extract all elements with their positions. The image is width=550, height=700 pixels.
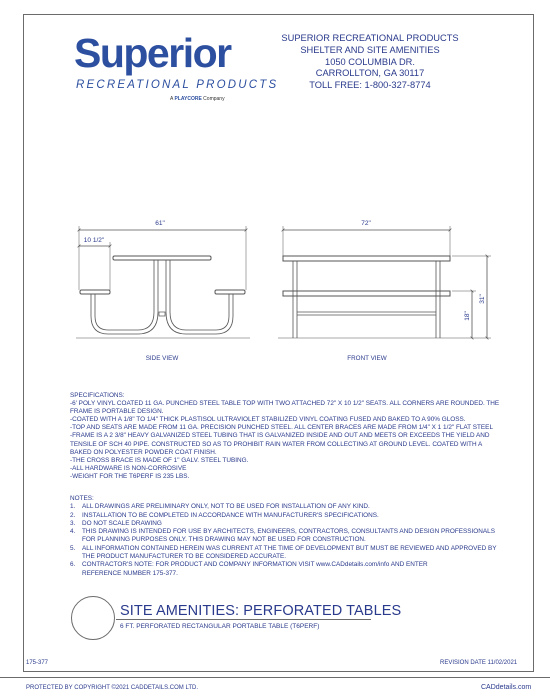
note-text: CONTRACTOR'S NOTE: FOR PRODUCT AND COMPANY INFORMATION VISIT www.CADdetails.com/info AND ENTER	[82, 561, 428, 569]
notes-block	[70, 495, 510, 578]
side-seat-dimension: 10 1/2"	[83, 237, 105, 244]
footer-divider	[0, 677, 550, 678]
note-item-continued	[70, 553, 510, 561]
note-number: 6.	[70, 561, 76, 569]
company-line: SHELTER AND SITE AMENITIES	[300, 44, 440, 55]
spec-line: -ALL HARDWARE IS NON-CORROSIVE	[70, 464, 187, 472]
sheet-title: SITE AMENITIES: PERFORATED TABLES	[120, 603, 402, 619]
side-left-leg	[91, 294, 158, 334]
note-text: ALL DRAWINGS ARE PRELIMINARY ONLY, NOT TO BE USED FOR INSTALLATION OF ANY KIND.	[82, 503, 370, 511]
note-text: REFERENCE NUMBER 175-377.	[82, 569, 178, 577]
note-number: 1.	[70, 503, 76, 511]
side-view-label: SIDE VIEW	[145, 355, 179, 362]
center-brace	[159, 312, 165, 316]
reference-number: 175-377	[26, 660, 49, 666]
spec-line: TENSILE OF SCH 40 PIPE. CONSTRUCTED SO AS TO PROHIBIT RAIN WATER FROM COLLECTING AT GROUND LEVEL. COATED WITH A	[70, 440, 483, 448]
note-item-continued	[70, 536, 510, 544]
title-bubble	[71, 596, 115, 640]
note-number: 2.	[70, 511, 76, 519]
spec-line: -FRAME IS A 2 3/8" HEAVY GALVANIZED STEEL TUBING THAT IS GALVANIZED INSIDE AND OUT AND MEETS OR EXCEEDS THE YIELD AND	[70, 432, 490, 440]
spec-line: -COATED WITH A 1/8" TO 1/4" THICK PLASTISOL ULTRAVIOLET STABILIZED VINYL COATING FUSED AND BAKED TO A 90% GLOSS.	[70, 416, 466, 424]
company-line: CARROLLTON, GA 30117	[315, 68, 425, 79]
revision-date: REVISION DATE 11/02/2021	[440, 660, 518, 666]
note-item	[70, 528, 510, 536]
note-text: INSTALLATION TO BE COMPLETED IN ACCORDANCE WITH MANUFACTURER'S SPECIFICATIONS.	[82, 511, 379, 519]
front-length-dimension: 72"	[361, 220, 371, 227]
copyright-notice: PROTECTED BY COPYRIGHT ©2021 CADDETAILS.COM LTD.	[26, 685, 199, 691]
playcore-brand: PLAYCORE	[174, 96, 202, 102]
seat-height-dimension: 18"	[464, 311, 471, 321]
spec-line: -THE CROSS BRACE IS MADE OF 1" GALV. STEEL TUBING.	[70, 456, 249, 464]
front-view-label: FRONT VIEW	[347, 355, 387, 362]
note-item	[70, 545, 510, 553]
side-right-leg	[166, 294, 233, 334]
spec-line: -TOP AND SEATS ARE MADE FROM 11 GA. PRECISION PUNCHED STEEL. ALL CENTER BRACES ARE MADE FROM 1/4" X 1 1/2" FLAT STEEL	[70, 424, 493, 432]
note-item	[70, 561, 510, 569]
side-right-seat	[215, 290, 245, 294]
side-overall-dimension: 61"	[155, 220, 165, 227]
company-line: SUPERIOR RECREATIONAL PRODUCTS	[281, 33, 459, 43]
note-item-continued	[70, 570, 510, 578]
side-right-leg	[170, 294, 229, 330]
specifications-block	[70, 392, 500, 481]
note-number: 3.	[70, 519, 76, 527]
side-left-seat	[80, 290, 110, 294]
front-seat	[283, 291, 450, 296]
note-item	[70, 512, 510, 520]
notes-heading: NOTES:	[70, 495, 94, 502]
note-number: 5.	[70, 544, 76, 552]
specifications-heading: SPECIFICATIONS:	[70, 392, 125, 399]
front-table-top	[283, 256, 450, 261]
spec-line: FRAME IS PORTABLE DESIGN.	[70, 408, 164, 416]
side-left-leg	[95, 294, 154, 330]
table-height-dimension: 31"	[479, 294, 486, 304]
title-underline	[116, 619, 371, 620]
front-view-drawing	[278, 226, 491, 338]
note-text: FOR PLANNING PURPOSES ONLY. THIS DRAWING MAY NOT BE USED FOR CONSTRUCTION.	[82, 536, 366, 544]
note-text: DO NOT SCALE DRAWING	[82, 519, 162, 527]
side-table-top	[113, 256, 211, 260]
spec-line: -6' POLY VINYL COATED 11 GA. PUNCHED STEEL TABLE TOP WITH TWO ATTACHED 72" X 10 1/2" SEATS. ALL CORNERS ARE ROUNDED. THE	[70, 400, 500, 408]
note-text: THIS DRAWING IS INTENDED FOR USE BY ARCHITECTS, ENGINEERS, CONTRACTORS, CONSULTANTS AND DESIGN PROFESSIONALS	[82, 528, 495, 536]
spec-line: -WEIGHT FOR THE T6PERF IS 235 LBS.	[70, 472, 190, 480]
note-text: THE PRODUCT MANUFACTURER TO BE CONSIDERED ACCURATE.	[82, 553, 287, 561]
note-item	[70, 503, 510, 511]
company-line: 1050 COLUMBIA DR.	[325, 56, 415, 67]
caddetails-link[interactable]: CADdetails.com	[481, 684, 532, 691]
spec-line: BAKED ON POLYESTER POWDER COAT FINISH.	[70, 448, 217, 456]
superior-logo-wordmark: Superior	[74, 30, 231, 76]
company-line: TOLL FREE: 1-800-327-8774	[309, 80, 431, 91]
note-item	[70, 520, 510, 528]
sheet-subtitle: 6 FT. PERFORATED RECTANGULAR PORTABLE TABLE (T6PERF)	[120, 623, 320, 630]
tagline-suffix: Company	[203, 96, 225, 102]
note-number: 4.	[70, 528, 76, 536]
logo-subtitle: RECREATIONAL PRODUCTS	[76, 79, 279, 91]
tagline-prefix: A	[170, 96, 174, 102]
note-text: ALL INFORMATION CONTAINED HEREIN WAS CURRENT AT THE TIME OF DEVELOPMENT BUT MUST BE REVIEWED AND APPROVED BY	[82, 544, 497, 552]
